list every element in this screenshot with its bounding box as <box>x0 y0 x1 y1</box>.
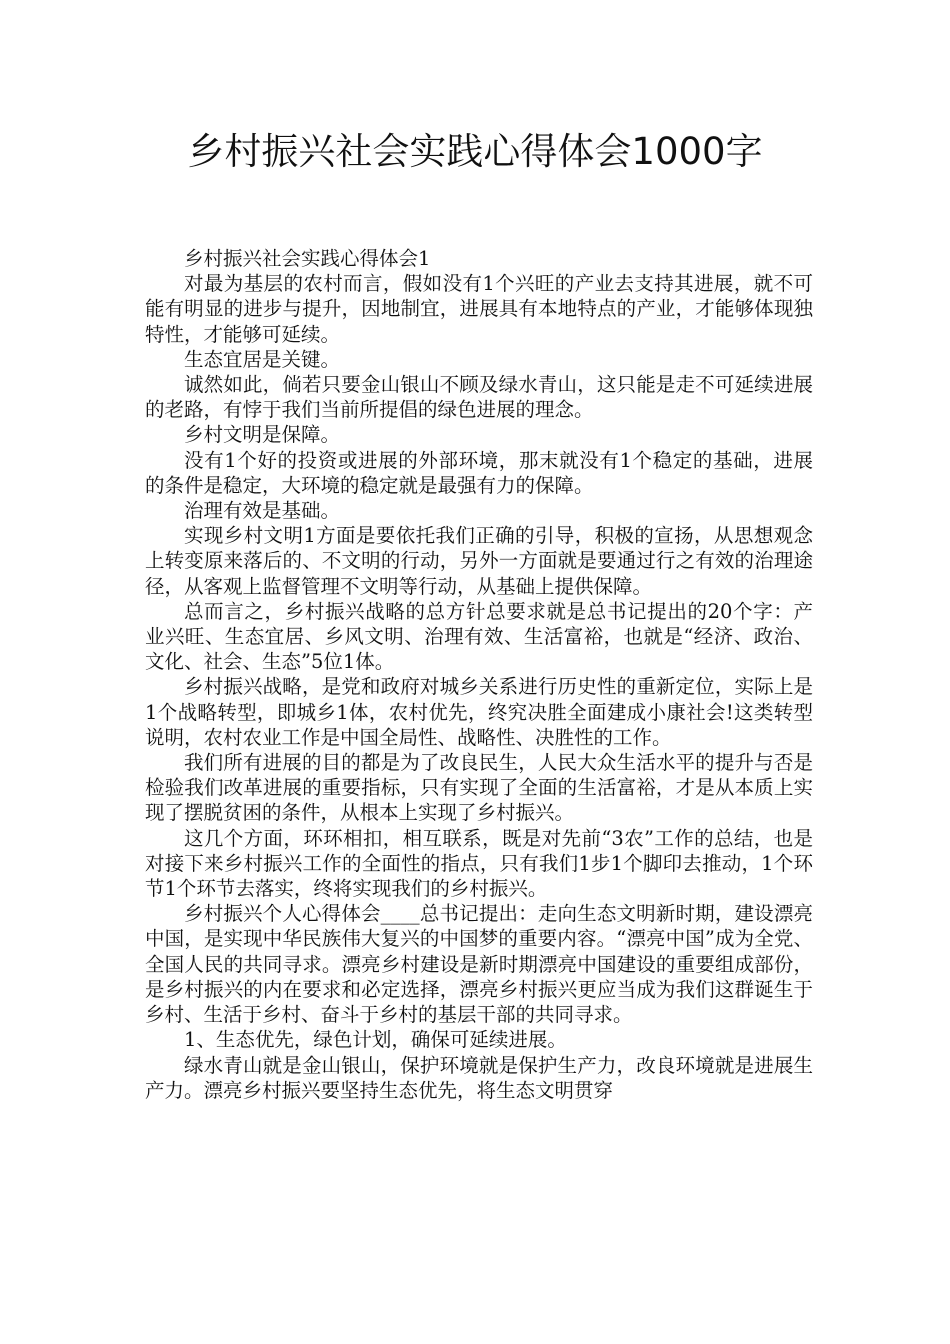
paragraph: 对最为基层的农村而言，假如没有1个兴旺的产业去支持其进展，就不可能有明显的进步与提升，因地制宜，进展具有本地特点的产业，才能够体现独特性，才能够可延续。 <box>145 272 813 346</box>
document-title: 乡村振兴社会实践心得体会1000字 <box>187 130 763 173</box>
paragraph: 生态宜居是关键。 <box>184 347 341 371</box>
paragraph: 乡村振兴社会实践心得体会1 <box>184 247 431 270</box>
document-body <box>145 246 813 1103</box>
paragraph: 乡村文明是保障。 <box>184 423 341 447</box>
paragraph: 这几个方面，环环相扣，相互联系，既是对先前“3农”工作的总结，也是对接下来乡村振兴工作的全面性的指点，只有我们1步1个脚印去推动，1个环节1个环节去落实，终将实现我们的乡村振兴。 <box>145 826 813 901</box>
paragraph: 乡村振兴个人心得体会____总书记提出：走向生态文明新时期，建设漂亮中国，是实现中华民族伟大复兴的中国梦的重要内容。“漂亮中国”成为全党、全国人民的共同寻求。漂亮乡村建设是新时期漂亮中国建设的重要组成部份，是乡村振兴的内在要求和必定选择，漂亮乡村振兴更应当成为我们这群诞生于乡村、生活于乡村、奋斗于乡村的基层干部的共同寻求。 <box>145 902 813 1027</box>
paragraph: 乡村振兴战略，是党和政府对城乡关系进行历史性的重新定位，实际上是1个战略转型，即城乡1体，农村优先，终究决胜全面建成小康社会!这类转型说明，农村农业工作是中国全局性、战略性、决胜性的工作。 <box>145 675 813 749</box>
paragraph: 实现乡村文明1方面是要依托我们正确的引导，积极的宣扬，从思想观念上转变原来落后的、不文明的行动，另外一方面就是要通过行之有效的治理途径，从客观上监督管理不文明等行动，从基础上提供保障。 <box>145 524 813 598</box>
paragraph: 1、生态优先，绿色计划，确保可延续进展。 <box>184 1028 567 1052</box>
paragraph: 总而言之，乡村振兴战略的总方针总要求就是总书记提出的20个字：产业兴旺、生态宜居、乡风文明、治理有效、生活富裕，也就是“经济、政治、文化、社会、生态”5位1体。 <box>145 599 813 674</box>
paragraph: 没有1个好的投资或进展的外部环境，那末就没有1个稳定的基础，进展的条件是稳定，大环境的稳定就是最强有力的保障。 <box>145 448 813 497</box>
paragraph: 我们所有进展的目的都是为了改良民生，人民大众生活水平的提升与否是检验我们改革进展的重要指标，只有实现了全面的生活富裕，才是从本质上实现了摆脱贫困的条件，从根本上实现了乡村振兴。 <box>145 751 813 825</box>
paragraph: 绿水青山就是金山银山，保护环境就是保护生产力，改良环境就是进展生产力。漂亮乡村振兴要坚持生态优先，将生态文明贯穿 <box>145 1053 813 1102</box>
paragraph: 诚然如此，倘若只要金山银山不顾及绿水青山，这只能是走不可延续进展的老路，有悖于我们当前所提倡的绿色进展的理念。 <box>145 373 813 422</box>
paragraph: 治理有效是基础。 <box>184 499 341 523</box>
